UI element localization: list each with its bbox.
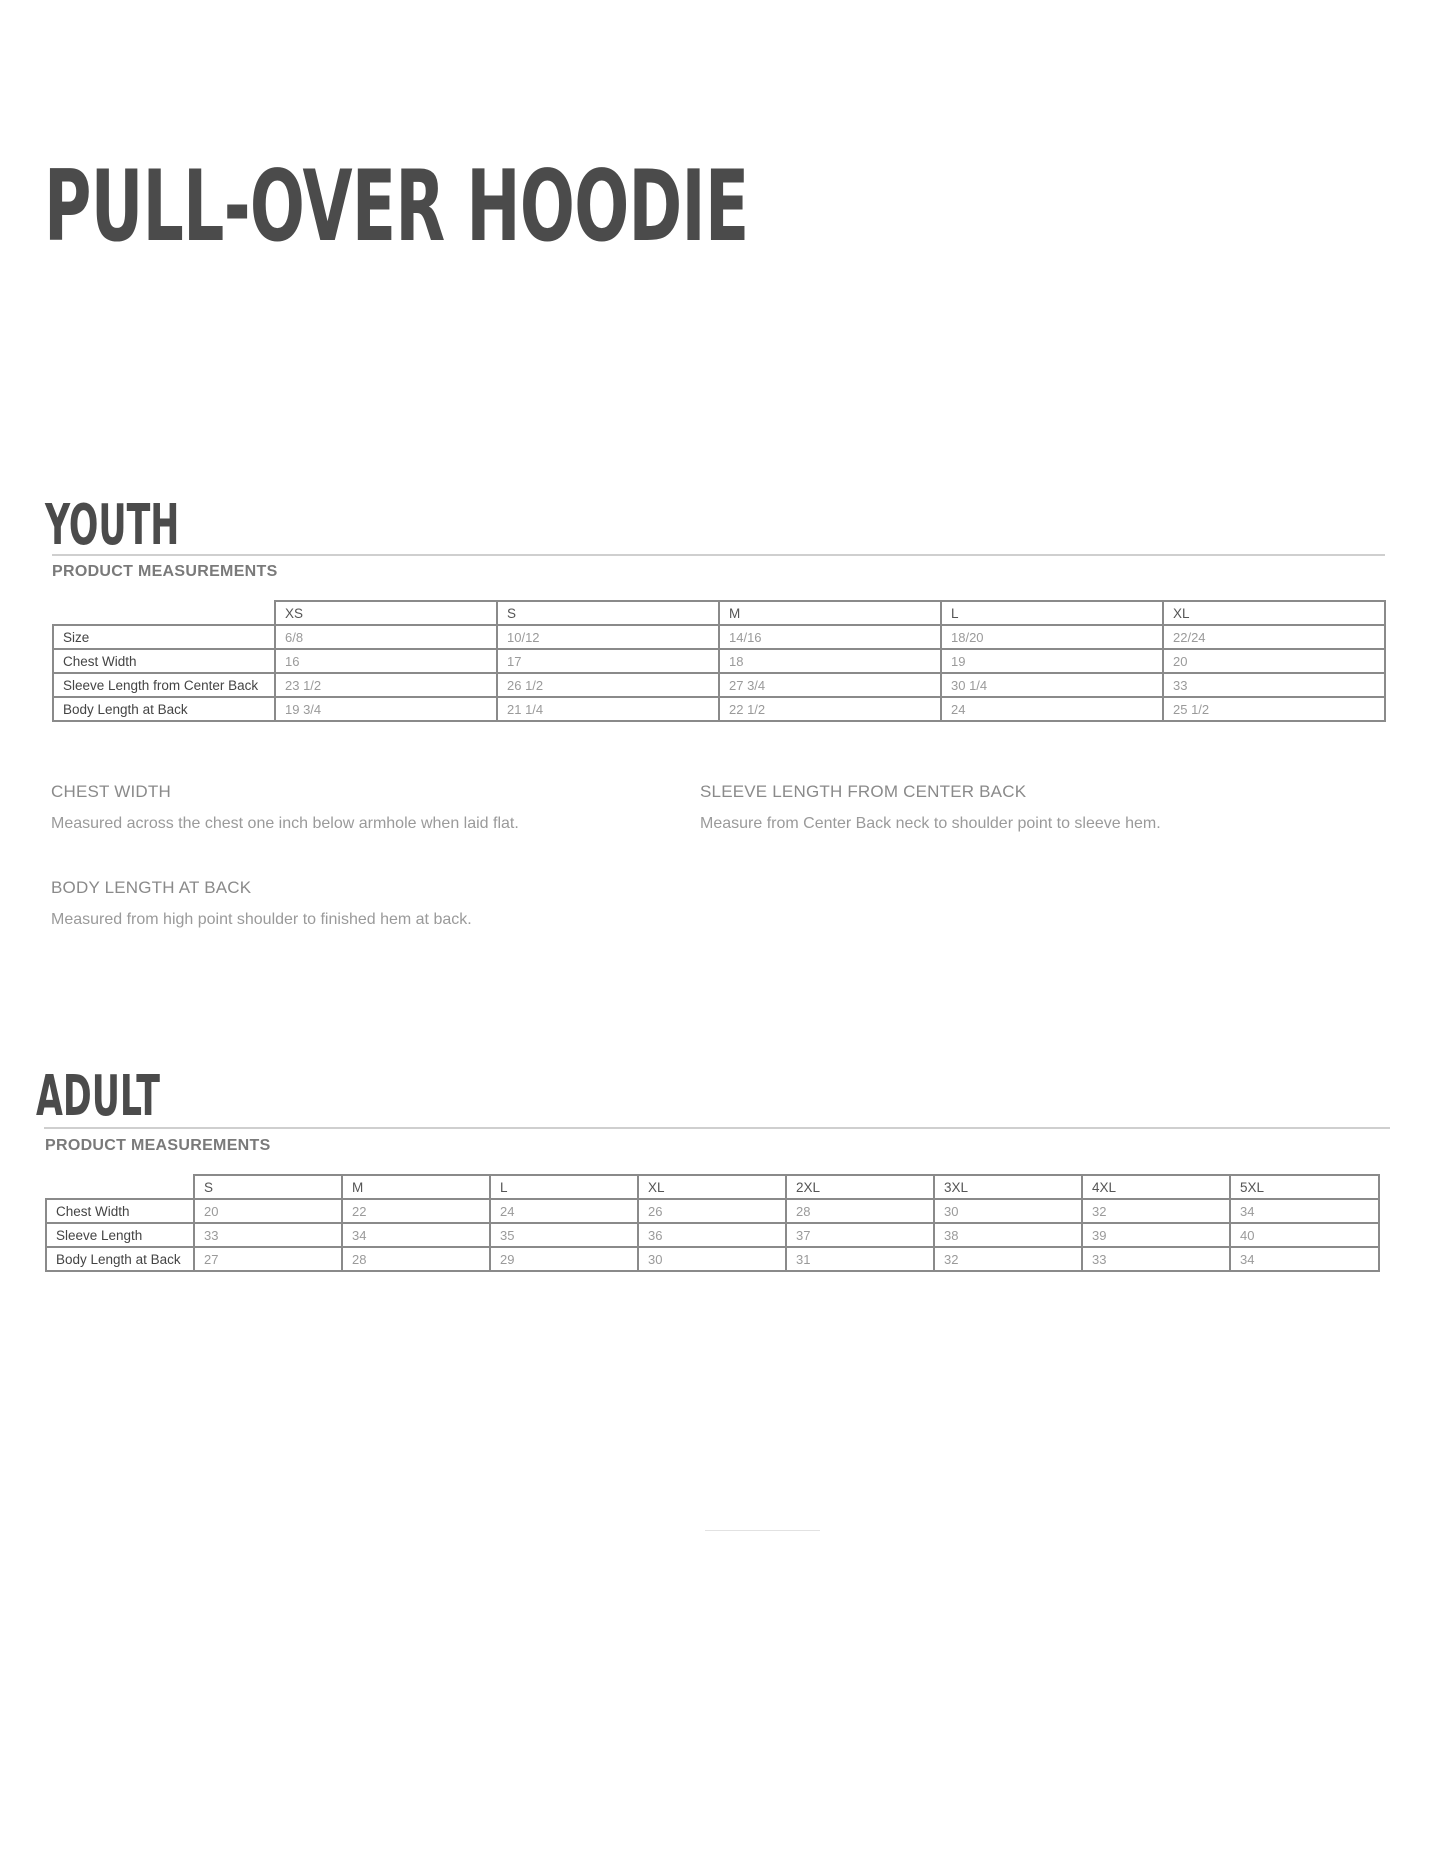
row-label: Chest Width — [46, 1199, 194, 1223]
table-cell: 28 — [342, 1247, 490, 1271]
table-cell: 22 — [342, 1199, 490, 1223]
table-cell: 34 — [1230, 1199, 1379, 1223]
note-title: BODY LENGTH AT BACK — [51, 878, 252, 897]
table-cell: 28 — [786, 1199, 934, 1223]
table-row — [46, 1247, 1379, 1271]
column-header: XL — [638, 1175, 786, 1199]
youth-product-measurements-label: PRODUCT MEASUREMENTS — [52, 563, 278, 580]
row-label: Size — [53, 625, 275, 649]
table-cell: 21 1/4 — [497, 697, 719, 721]
table-cell: 30 — [638, 1247, 786, 1271]
table-cell: 23 1/2 — [275, 673, 497, 697]
table-cell: 22/24 — [1163, 625, 1385, 649]
table-cell: 40 — [1230, 1223, 1379, 1247]
table-cell: 19 — [941, 649, 1163, 673]
note-text: Measured across the chest one inch below armhole when laid flat. — [51, 815, 519, 832]
note-text: Measure from Center Back neck to shoulder point to sleeve hem. — [700, 815, 1161, 832]
table-cell: 25 1/2 — [1163, 697, 1385, 721]
row-label: Sleeve Length — [46, 1223, 194, 1247]
youth-heading: YOUTH — [45, 493, 180, 558]
table-cell: 36 — [638, 1223, 786, 1247]
table-row — [46, 1199, 1379, 1223]
table-cell: 14/16 — [719, 625, 941, 649]
column-header: M — [719, 601, 941, 625]
decorative-line — [705, 1530, 820, 1531]
table-cell: 26 — [638, 1199, 786, 1223]
table-cell: 33 — [1082, 1247, 1230, 1271]
table-cell: 10/12 — [497, 625, 719, 649]
column-header: XL — [1163, 601, 1385, 625]
table-cell: 20 — [194, 1199, 342, 1223]
table-row — [46, 1223, 1379, 1247]
table-cell: 39 — [1082, 1223, 1230, 1247]
column-header: 3XL — [934, 1175, 1082, 1199]
row-label: Body Length at Back — [53, 697, 275, 721]
adult-product-measurements-label: PRODUCT MEASUREMENTS — [45, 1137, 271, 1154]
table-cell: 24 — [941, 697, 1163, 721]
column-header: L — [490, 1175, 638, 1199]
table-row — [53, 649, 1385, 673]
table-cell: 33 — [194, 1223, 342, 1247]
page-title: PULL-OVER HOODIE — [44, 150, 749, 264]
note-text: Measured from high point shoulder to finished hem at back. — [51, 911, 472, 928]
column-header: 2XL — [786, 1175, 934, 1199]
table-row — [53, 673, 1385, 697]
body-length-note — [51, 878, 472, 929]
blank-corner-cell — [46, 1175, 194, 1199]
adult-heading: ADULT — [36, 1064, 160, 1129]
youth-divider — [52, 554, 1385, 556]
table-cell: 35 — [490, 1223, 638, 1247]
table-row — [53, 625, 1385, 649]
column-header: 5XL — [1230, 1175, 1379, 1199]
column-header: S — [497, 601, 719, 625]
table-cell: 34 — [342, 1223, 490, 1247]
column-header: L — [941, 601, 1163, 625]
youth-size-table — [52, 600, 1386, 722]
table-cell: 37 — [786, 1223, 934, 1247]
column-header: 4XL — [1082, 1175, 1230, 1199]
adult-divider — [44, 1127, 1390, 1129]
table-cell: 38 — [934, 1223, 1082, 1247]
table-cell: 27 — [194, 1247, 342, 1271]
table-cell: 18/20 — [941, 625, 1163, 649]
table-cell: 32 — [1082, 1199, 1230, 1223]
table-cell: 24 — [490, 1199, 638, 1223]
table-cell: 30 — [934, 1199, 1082, 1223]
table-cell: 32 — [934, 1247, 1082, 1271]
table-cell: 18 — [719, 649, 941, 673]
table-cell: 19 3/4 — [275, 697, 497, 721]
table-cell: 6/8 — [275, 625, 497, 649]
sleeve-length-note — [700, 782, 1161, 833]
table-header-row — [53, 601, 1385, 625]
table-cell: 17 — [497, 649, 719, 673]
table-cell: 20 — [1163, 649, 1385, 673]
row-label: Chest Width — [53, 649, 275, 673]
blank-corner-cell — [53, 601, 275, 625]
column-header: XS — [275, 601, 497, 625]
table-cell: 34 — [1230, 1247, 1379, 1271]
row-label: Sleeve Length from Center Back — [53, 673, 275, 697]
table-cell: 16 — [275, 649, 497, 673]
table-cell: 33 — [1163, 673, 1385, 697]
table-cell: 27 3/4 — [719, 673, 941, 697]
table-cell: 22 1/2 — [719, 697, 941, 721]
note-title: SLEEVE LENGTH FROM CENTER BACK — [700, 782, 1027, 801]
table-row — [53, 697, 1385, 721]
table-cell: 26 1/2 — [497, 673, 719, 697]
table-cell: 30 1/4 — [941, 673, 1163, 697]
note-title: CHEST WIDTH — [51, 782, 171, 801]
table-cell: 29 — [490, 1247, 638, 1271]
table-header-row — [46, 1175, 1379, 1199]
row-label: Body Length at Back — [46, 1247, 194, 1271]
table-cell: 31 — [786, 1247, 934, 1271]
column-header: S — [194, 1175, 342, 1199]
adult-size-table — [45, 1174, 1380, 1272]
chest-width-note — [51, 782, 519, 833]
column-header: M — [342, 1175, 490, 1199]
